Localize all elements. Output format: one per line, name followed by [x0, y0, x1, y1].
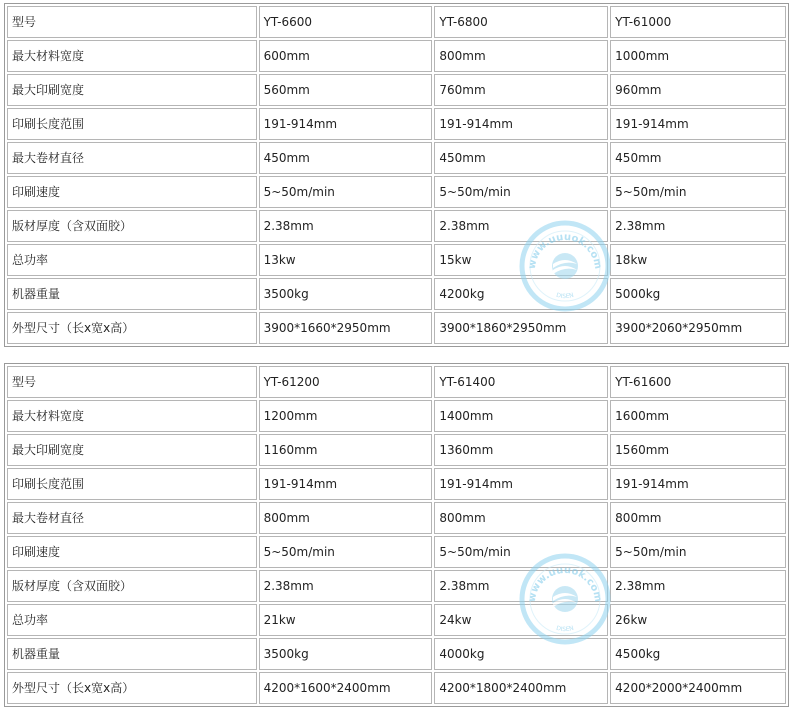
spec-value-cell: 5~50m/min: [610, 176, 786, 208]
spec-value-cell: 2.38mm: [610, 570, 786, 602]
spec-value-cell: 4000kg: [434, 638, 608, 670]
row-label-cell: 型号: [7, 366, 257, 398]
table-row: [7, 74, 786, 106]
row-label-cell: 最大印刷宽度: [7, 74, 257, 106]
spec-value-cell: 1000mm: [610, 40, 786, 72]
spec-value-cell: 1600mm: [610, 400, 786, 432]
row-label-cell: 最大卷材直径: [7, 142, 257, 174]
table-row: [7, 176, 786, 208]
watermark-brand: DISEN: [555, 624, 575, 634]
spec-value-cell: 1200mm: [259, 400, 433, 432]
table-row: [7, 142, 786, 174]
spec-value-cell: 560mm: [259, 74, 433, 106]
spec-value-cell: 18kw: [610, 244, 786, 276]
spec-value-cell: 5~50m/min: [434, 176, 608, 208]
spec-value-cell: 4200*1800*2400mm: [434, 672, 608, 704]
spec-value-cell: 191-914mm: [434, 468, 608, 500]
spec-table-2: [4, 363, 789, 707]
row-label-cell: 最大卷材直径: [7, 502, 257, 534]
spec-value-cell: 800mm: [434, 40, 608, 72]
spec-value-cell: 4200kg: [434, 278, 608, 310]
row-label-cell: 总功率: [7, 244, 257, 276]
table-row: [7, 672, 786, 704]
row-label-cell: 版材厚度（含双面胶）: [7, 210, 257, 242]
spec-value-cell: 3500kg: [259, 278, 433, 310]
watermark-brand: DISEN: [555, 291, 575, 301]
spec-value-cell: 800mm: [434, 502, 608, 534]
table-row: [7, 40, 786, 72]
spec-value-cell: 2.38mm: [259, 570, 433, 602]
row-label-cell: 印刷速度: [7, 536, 257, 568]
row-label-cell: 总功率: [7, 604, 257, 636]
spec-value-cell: 4200*2000*2400mm: [610, 672, 786, 704]
spec-value-cell: YT-61000: [610, 6, 786, 38]
row-label-cell: 机器重量: [7, 278, 257, 310]
spec-value-cell: 1400mm: [434, 400, 608, 432]
table-row: [7, 108, 786, 140]
row-label-cell: 型号: [7, 6, 257, 38]
spec-value-cell: 4500kg: [610, 638, 786, 670]
table-row: [7, 468, 786, 500]
spec-value-cell: 5~50m/min: [259, 176, 433, 208]
table-row: [7, 434, 786, 466]
row-label-cell: 印刷速度: [7, 176, 257, 208]
spec-value-cell: 600mm: [259, 40, 433, 72]
table-row: [7, 536, 786, 568]
table-row: [7, 570, 786, 602]
table-row: [7, 502, 786, 534]
spec-value-cell: 2.38mm: [434, 210, 608, 242]
table-row: [7, 6, 786, 38]
spec-table-1: [4, 3, 789, 347]
row-label-cell: 外型尺寸（长x宽x高）: [7, 672, 257, 704]
spec-value-cell: 450mm: [434, 142, 608, 174]
watermark-url: www.uuuok.com: [526, 231, 604, 270]
spec-value-cell: 2.38mm: [434, 570, 608, 602]
spec-value-cell: 1360mm: [434, 434, 608, 466]
table-row: [7, 210, 786, 242]
row-label-cell: 外型尺寸（长x宽x高）: [7, 312, 257, 344]
spec-value-cell: 1560mm: [610, 434, 786, 466]
spec-value-cell: 2.38mm: [259, 210, 433, 242]
spec-value-cell: 1160mm: [259, 434, 433, 466]
spec-value-cell: 3500kg: [259, 638, 433, 670]
spec-value-cell: 450mm: [610, 142, 786, 174]
spec-value-cell: 960mm: [610, 74, 786, 106]
table-row: [7, 638, 786, 670]
spec-value-cell: 800mm: [259, 502, 433, 534]
table-row: [7, 400, 786, 432]
spec-table-body: [7, 6, 786, 344]
table-row: [7, 244, 786, 276]
spec-value-cell: 5~50m/min: [434, 536, 608, 568]
spec-value-cell: 3900*1860*2950mm: [434, 312, 608, 344]
spec-value-cell: 3900*2060*2950mm: [610, 312, 786, 344]
spec-value-cell: 5~50m/min: [610, 536, 786, 568]
spec-value-cell: 450mm: [259, 142, 433, 174]
spec-value-cell: 191-914mm: [259, 468, 433, 500]
spec-value-cell: 800mm: [610, 502, 786, 534]
spec-value-cell: 191-914mm: [610, 108, 786, 140]
row-label-cell: 最大材料宽度: [7, 400, 257, 432]
spec-value-cell: YT-61200: [259, 366, 433, 398]
spec-value-cell: 4200*1600*2400mm: [259, 672, 433, 704]
spec-value-cell: 24kw: [434, 604, 608, 636]
table-row: [7, 312, 786, 344]
row-label-cell: 印刷长度范围: [7, 108, 257, 140]
table-row: [7, 366, 786, 398]
spec-value-cell: 21kw: [259, 604, 433, 636]
spec-value-cell: 191-914mm: [610, 468, 786, 500]
spec-value-cell: YT-61400: [434, 366, 608, 398]
spec-value-cell: 760mm: [434, 74, 608, 106]
spec-value-cell: 191-914mm: [434, 108, 608, 140]
row-label-cell: 版材厚度（含双面胶）: [7, 570, 257, 602]
spec-value-cell: 191-914mm: [259, 108, 433, 140]
table-row: [7, 604, 786, 636]
spec-value-cell: YT-6800: [434, 6, 608, 38]
row-label-cell: 最大印刷宽度: [7, 434, 257, 466]
spec-value-cell: 3900*1660*2950mm: [259, 312, 433, 344]
row-label-cell: 机器重量: [7, 638, 257, 670]
spec-value-cell: 5000kg: [610, 278, 786, 310]
spec-value-cell: 26kw: [610, 604, 786, 636]
row-label-cell: 最大材料宽度: [7, 40, 257, 72]
table-row: [7, 278, 786, 310]
spec-value-cell: 2.38mm: [610, 210, 786, 242]
spec-value-cell: YT-61600: [610, 366, 786, 398]
row-label-cell: 印刷长度范围: [7, 468, 257, 500]
spec-value-cell: YT-6600: [259, 6, 433, 38]
spec-value-cell: 5~50m/min: [259, 536, 433, 568]
watermark-url: www.uuuok.com: [526, 564, 604, 603]
spec-value-cell: 13kw: [259, 244, 433, 276]
spec-value-cell: 15kw: [434, 244, 608, 276]
spec-table-body: [7, 366, 786, 704]
